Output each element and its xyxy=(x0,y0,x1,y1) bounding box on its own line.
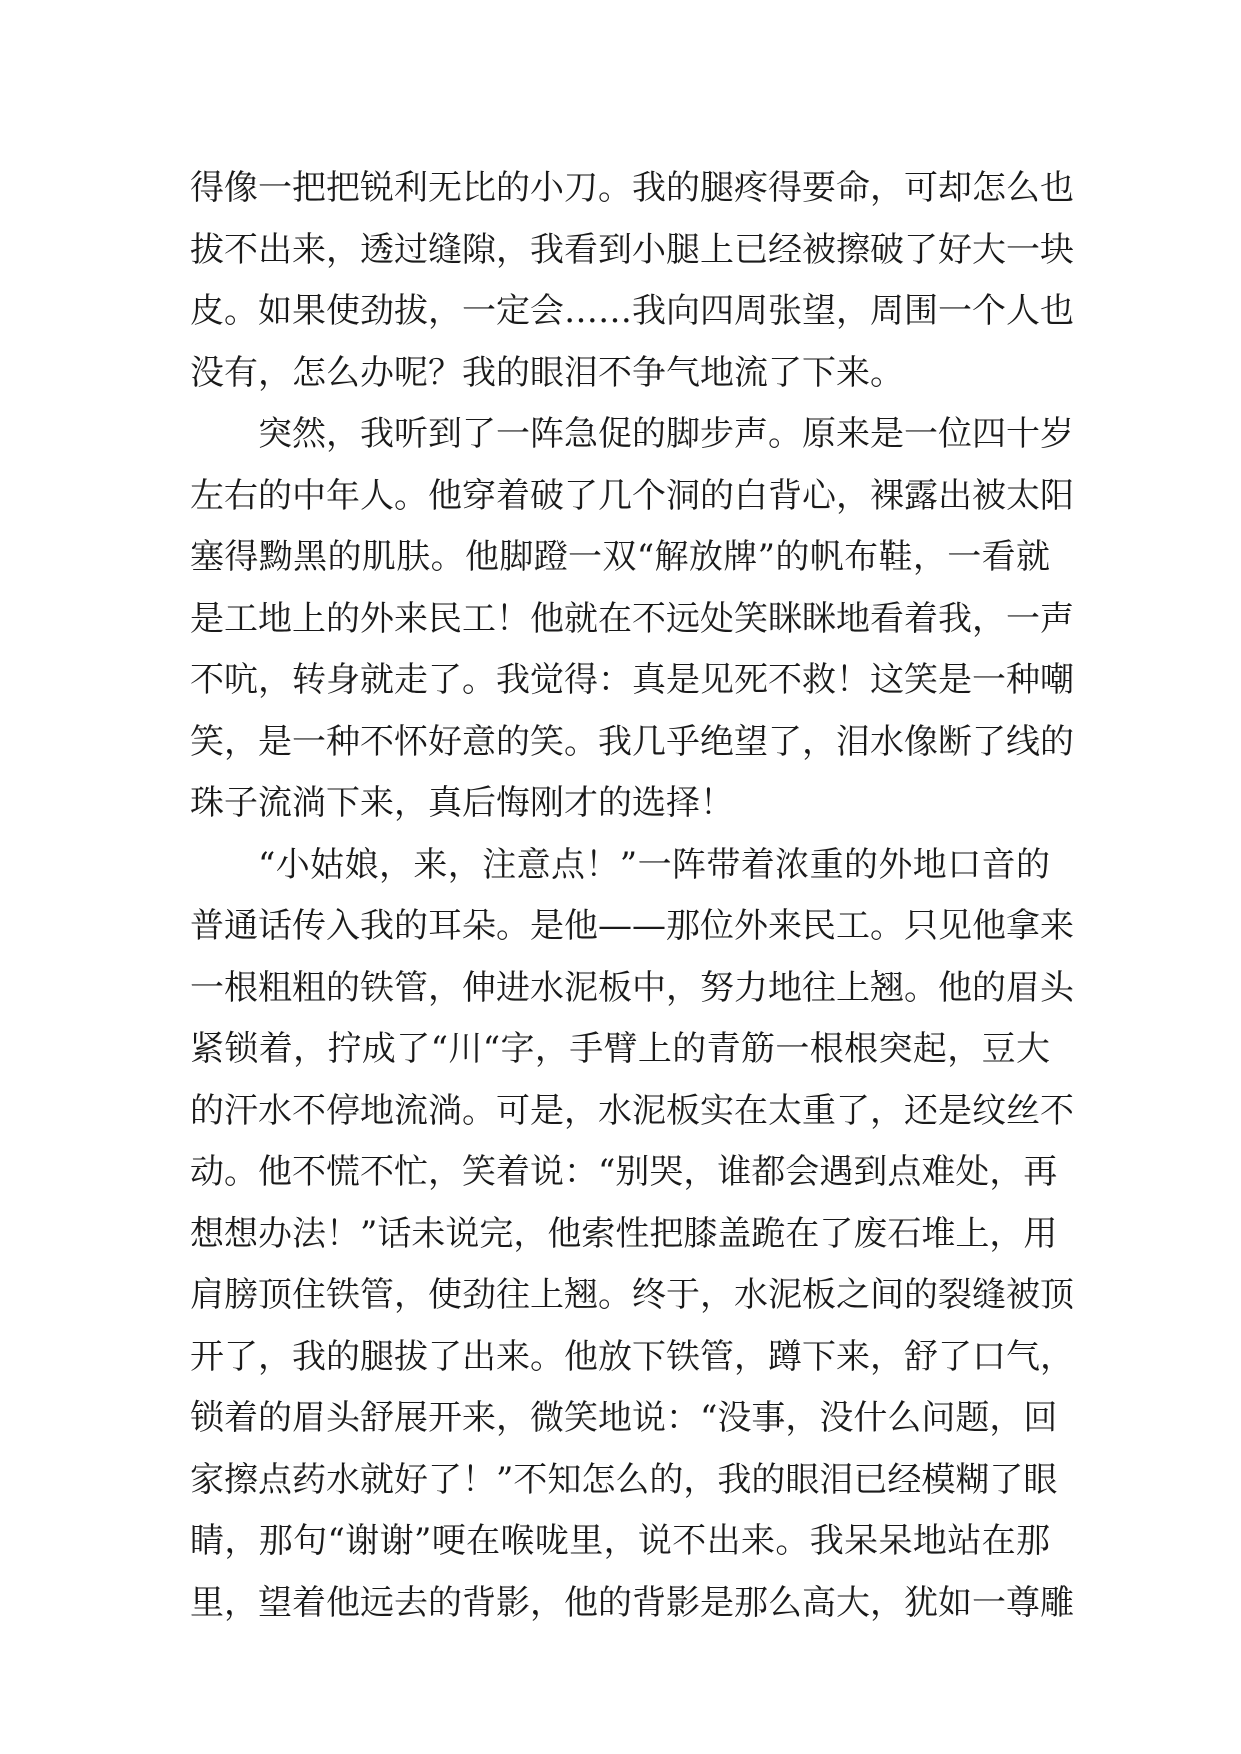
text-line: 珠子流淌下来，真后悔刚才的选择！ xyxy=(190,783,734,823)
text-line: 的汗水不停地流淌。可是，水泥板实在太重了，还是纹丝不 xyxy=(190,1090,1074,1131)
text-line: 开了，我的腿拔了出来。他放下铁管，蹲下来，舒了口气， xyxy=(190,1336,1074,1377)
text-line: 是工地上的外来民工！他就在不远处笑眯眯地看着我，一声 xyxy=(190,598,1074,639)
text-line: 里，望着他远去的背影，他的背影是那么高大，犹如一尊雕 xyxy=(190,1582,1074,1623)
text-line: 突然，我听到了一阵急促的脚步声。原来是一位四十岁 xyxy=(258,414,1074,454)
text-line: 想想办法！”话未说完，他索性把膝盖跪在了废石堆上，用 xyxy=(190,1213,1058,1254)
text-line: 没有，怎么办呢？我的眼泪不争气地流了下来。 xyxy=(190,352,904,393)
text-line: 皮。如果使劲拔，一定会……我向四周张望，周围一个人也 xyxy=(190,291,1074,331)
text-line: 得像一把把锐利无比的小刀。我的腿疼得要命，可却怎么也 xyxy=(190,168,1074,208)
text-line: 肩膀顶住铁管，使劲往上翘。终于，水泥板之间的裂缝被顶 xyxy=(190,1275,1074,1315)
body-text xyxy=(190,158,1074,1634)
text-line: 家擦点药水就好了！”不知怎么的，我的眼泪已经模糊了眼 xyxy=(190,1459,1058,1500)
text-line: 一根粗粗的铁管，伸进水泥板中，努力地往上翘。他的眉头 xyxy=(190,967,1074,1008)
text-line: “小姑娘，来，注意点！”一阵带着浓重的外地口音的 xyxy=(258,844,1050,885)
text-line: 不吭，转身就走了。我觉得：真是见死不救！这笑是一种嘲 xyxy=(190,660,1074,700)
text-line: 左右的中年人。他穿着破了几个洞的白背心，裸露出被太阳 xyxy=(190,475,1074,516)
text-line: 塞得黝黑的肌肤。他脚蹬一双“解放牌”的帆布鞋，一看就 xyxy=(190,537,1050,577)
text-line: 普通话传入我的耳朵。是他——那位外来民工。只见他拿来 xyxy=(190,906,1074,946)
text-line: 锁着的眉头舒展开来，微笑地说：“没事，没什么问题，回 xyxy=(190,1398,1058,1438)
text-line: 动。他不慌不忙，笑着说：“别哭，谁都会遇到点难处，再 xyxy=(190,1152,1058,1192)
text-line: 睛，那句“谢谢”哽在喉咙里，说不出来。我呆呆地站在那 xyxy=(190,1521,1050,1561)
text-line: 拔不出来，透过缝隙，我看到小腿上已经被擦破了好大一块 xyxy=(190,229,1074,270)
text-line: 紧锁着，拧成了“川“字，手臂上的青筋一根根突起，豆大 xyxy=(190,1029,1050,1069)
text-line: 笑，是一种不怀好意的笑。我几乎绝望了，泪水像断了线的 xyxy=(190,721,1074,762)
